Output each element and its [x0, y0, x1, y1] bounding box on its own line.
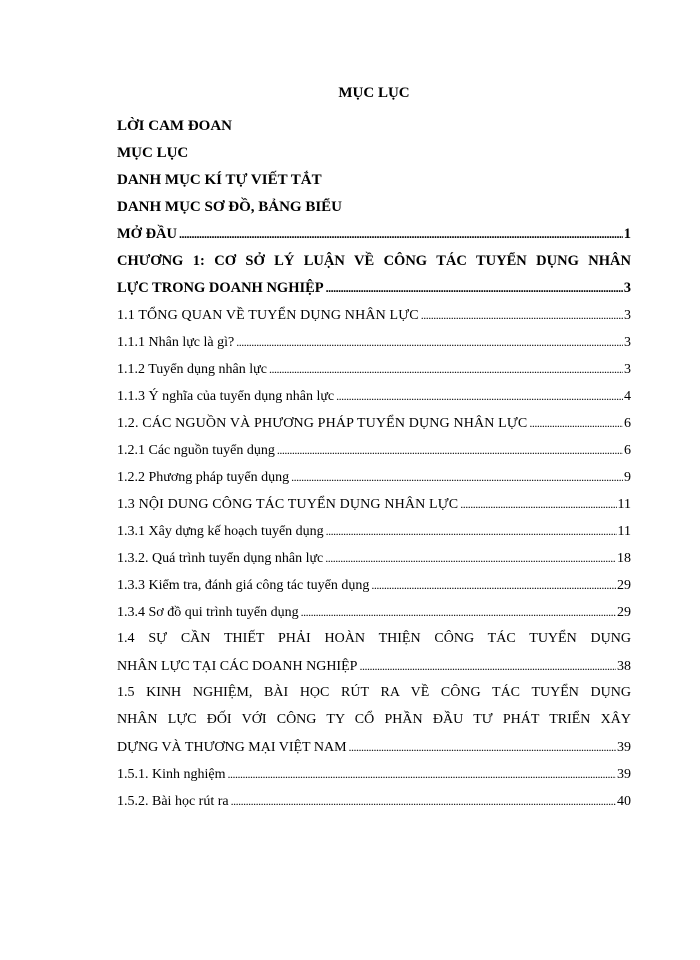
toc-entry-page: 6 — [624, 416, 631, 431]
toc-entry-page: 4 — [624, 389, 631, 404]
front-matter-contents: MỤC LỤC — [117, 145, 189, 161]
dot-leader — [326, 522, 617, 540]
toc-entry-1-1-2 — [117, 360, 631, 379]
dot-leader — [460, 495, 616, 513]
toc-entry-label: 1.2. CÁC NGUỒN VÀ PHƯƠNG PHÁP TUYỂN DỤNG NHÂN LỰC — [117, 416, 528, 431]
front-matter-declaration: LỜI CAM ĐOAN — [117, 118, 232, 134]
toc-entry-page: 29 — [617, 578, 631, 593]
toc-entry-page: 3 — [624, 308, 631, 323]
toc-entry-label: 1.3.2. Quá trình tuyển dụng nhân lực — [117, 551, 324, 566]
toc-entry-1-2 — [117, 414, 631, 433]
toc-entry-1-3-1 — [117, 522, 631, 541]
toc-entry-1-5-1 — [117, 765, 631, 784]
toc-entry-page: 9 — [624, 470, 631, 485]
toc-entry-1-1 — [117, 306, 631, 325]
dot-leader — [371, 576, 616, 594]
dot-leader — [359, 657, 616, 675]
toc-entry-1-5 — [117, 738, 631, 757]
dot-leader — [421, 306, 623, 324]
toc-entry-label: 1.3 NỘI DUNG CÔNG TÁC TUYỂN DỤNG NHÂN LỰC — [117, 497, 459, 512]
toc-entry-page: 11 — [617, 497, 631, 512]
dot-leader — [236, 333, 623, 351]
toc-entry-page: 3 — [623, 280, 631, 296]
toc-entry-1-3-4 — [117, 603, 631, 622]
toc-entry-chapter1-line1: CHƯƠNG 1: CƠ SỞ LÝ LUẬN VỀ CÔNG TÁC TUYỂN DỤNG NHÂN — [117, 253, 631, 269]
toc-entry-1-1-1 — [117, 333, 631, 352]
toc-entry-introduction — [117, 225, 631, 243]
toc-entry-1-2-2 — [117, 468, 631, 487]
dot-leader — [349, 738, 616, 756]
toc-entry-label: 1.2.2 Phương pháp tuyển dụng — [117, 470, 290, 485]
toc-entry-page: 18 — [617, 551, 631, 566]
toc-entry-1-1-3 — [117, 387, 631, 406]
toc-entry-1-4 — [117, 657, 631, 676]
dot-leader — [301, 603, 616, 621]
toc-entry-label: 1.5.1. Kinh nghiệm — [117, 767, 226, 782]
toc-entry-page: 11 — [617, 524, 631, 539]
toc-entry-label: 1.1.3 Ý nghĩa của tuyển dụng nhân lực — [117, 389, 335, 404]
front-matter-figures-tables: DANH MỤC SƠ ĐỒ, BẢNG BIỂU — [117, 199, 343, 215]
toc-entry-page: 38 — [617, 659, 631, 674]
toc-entry-1-3-3 — [117, 576, 631, 595]
toc-entry-1-4-line1: 1.4 SỰ CẦN THIẾT PHẢI HOÀN THIỆN CÔNG TÁC TUYỂN DỤNG — [117, 631, 631, 646]
toc-entry-label: DỰNG VÀ THƯƠNG MẠI VIỆT NAM — [117, 740, 347, 755]
toc-entry-page: 29 — [617, 605, 631, 620]
toc-entry-page: 3 — [624, 335, 631, 350]
toc-entry-page: 39 — [617, 740, 631, 755]
front-matter-abbreviations: DANH MỤC KÍ TỰ VIẾT TẮT — [117, 172, 322, 188]
toc-entry-label: NHÂN LỰC TẠI CÁC DOANH NGHIỆP — [117, 659, 358, 674]
dot-leader — [336, 387, 623, 405]
toc-entry-page: 1 — [623, 226, 631, 242]
dot-leader — [277, 441, 623, 459]
toc-entry-page: 40 — [617, 794, 631, 809]
toc-entry-label: MỞ ĐẦU — [117, 226, 178, 242]
toc-entry-label: 1.2.1 Các nguồn tuyển dụng — [117, 443, 275, 458]
toc-entry-page: 39 — [617, 767, 631, 782]
dot-leader — [325, 549, 616, 567]
toc-entry-label: 1.5.2. Bài học rút ra — [117, 794, 229, 809]
toc-entry-label: LỰC TRONG DOANH NGHIỆP — [117, 280, 324, 296]
dot-leader — [326, 279, 623, 297]
toc-entry-page: 6 — [624, 443, 631, 458]
toc-entry-1-3 — [117, 495, 631, 514]
toc-entry-1-5-2 — [117, 792, 631, 811]
dot-leader — [291, 468, 623, 486]
toc-entry-chapter1 — [117, 279, 631, 297]
dot-leader — [231, 792, 616, 810]
dot-leader — [228, 765, 617, 783]
dot-leader — [529, 414, 623, 432]
toc-entry-1-2-1 — [117, 441, 631, 460]
toc-entry-label: 1.3.3 Kiểm tra, đánh giá công tác tuyển dụng — [117, 578, 370, 593]
dot-leader — [179, 225, 623, 243]
toc-entry-label: 1.1.2 Tuyển dụng nhân lực — [117, 362, 267, 377]
toc-entry-label: 1.3.4 Sơ đồ qui trình tuyển dụng — [117, 605, 299, 620]
toc-entry-label: 1.3.1 Xây dựng kế hoạch tuyển dụng — [117, 524, 324, 539]
page-title: MỤC LỤC — [338, 85, 410, 101]
toc-entry-page: 3 — [624, 362, 631, 377]
toc-entry-1-3-2 — [117, 549, 631, 568]
toc-entry-label: 1.1 TỔNG QUAN VỀ TUYỂN DỤNG NHÂN LỰC — [117, 308, 419, 323]
toc-entry-1-5-line1: 1.5 KINH NGHIỆM, BÀI HỌC RÚT RA VỀ CÔNG TÁC TUYỂN DỤNG — [117, 685, 631, 700]
dot-leader — [269, 360, 623, 378]
toc-entry-1-5-line2: NHÂN LỰC ĐỐI VỚI CÔNG TY CỔ PHẦN ĐẦU TƯ PHÁT TRIỂN XÂY — [117, 712, 631, 727]
toc-entry-label: 1.1.1 Nhân lực là gì? — [117, 335, 235, 350]
